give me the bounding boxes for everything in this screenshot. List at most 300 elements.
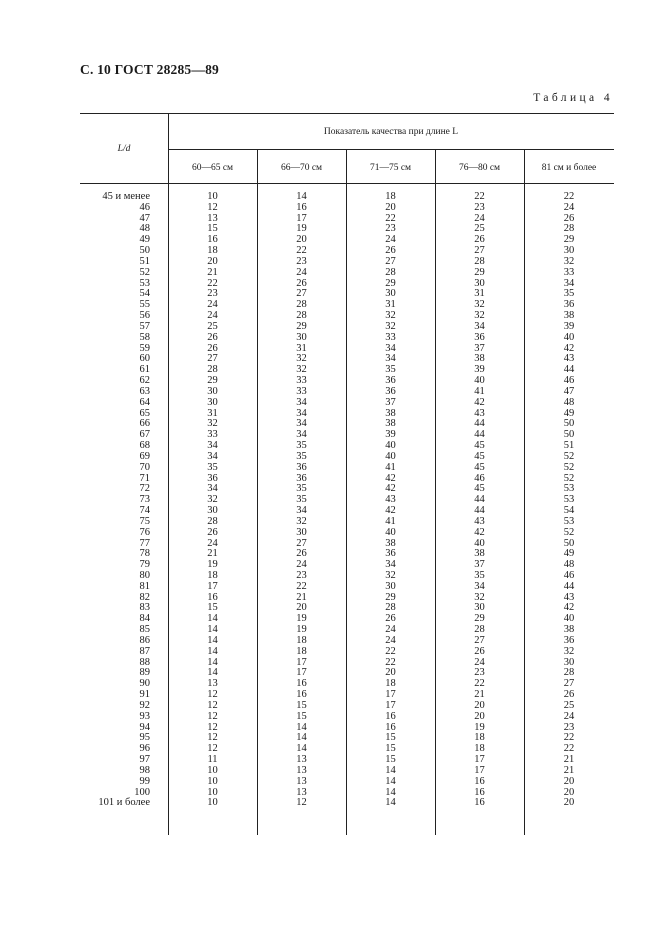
table-cell: 18 [207,245,218,257]
table-cell: 12 [207,710,218,722]
table-cell: 42 [385,483,396,495]
table-cell: 32 [296,515,307,527]
table-cell: 54 [563,505,575,517]
table-cell: 29 [563,234,575,246]
table-cell: 43 [563,591,575,603]
group-header: Показатель качества при длине L [323,127,459,137]
table-cell: 31 [385,299,396,311]
table-cell: 21 [563,764,575,776]
table-cell: 38 [385,418,396,430]
table-cell: 14 [207,645,218,657]
table-cell: 52 [563,461,575,473]
table-cell: 45 [474,483,485,495]
table-cell: 26 [563,689,575,701]
row-label-cell: 90 [139,678,150,690]
table-cell: 14 [385,775,396,787]
table-cell: 12 [207,699,218,711]
column-ld-values [80,192,150,809]
table-cell: 44 [474,505,485,517]
table-cell: 46 [474,472,485,484]
row-label-cell: 65 [139,407,150,419]
table-cell: 26 [207,331,218,343]
row-label-cell: 57 [139,320,150,332]
table-cell: 25 [207,320,218,332]
table-cell: 17 [474,764,485,776]
table-cell: 22 [563,743,575,755]
row-label-cell: 70 [139,461,150,473]
row-label-cell: 100 [134,786,150,798]
table-cell: 30 [207,505,218,517]
table-cell: 45 [474,461,485,473]
table-cell: 35 [296,440,307,452]
table-cell: 14 [207,634,218,646]
table-cell: 38 [474,353,485,365]
table-cell: 23 [385,223,396,235]
table-cell: 26 [207,342,218,354]
table-cell: 22 [385,656,396,668]
table-cell: 20 [474,699,485,711]
table-cell: 23 [296,569,307,581]
table-cell: 31 [207,407,218,419]
table-cell: 24 [385,634,396,646]
table-cell: 35 [296,483,307,495]
column-71-75-values [346,192,435,809]
row-label-cell: 45 и менее [102,191,150,202]
table-cell: 28 [296,310,307,322]
table-cell: 32 [296,364,307,376]
table-cell: 17 [296,667,307,679]
table-cell: 14 [207,613,218,625]
row-label-cell: 77 [139,537,150,549]
header-bottom-rule [80,183,614,184]
table-cell: 14 [207,656,218,668]
table-cell: 30 [474,602,485,614]
table-cell: 24 [385,624,396,636]
table-cell: 24 [207,537,218,549]
table-cell: 21 [296,591,307,603]
table-cell: 22 [563,191,575,202]
table-cell: 43 [474,407,485,419]
table-cell: 40 [385,526,396,538]
table-cell: 15 [385,732,396,744]
table-cell: 29 [385,277,396,289]
table-cell: 52 [563,450,575,462]
table-cell: 32 [385,569,396,581]
table-cell: 20 [563,797,575,809]
table-cell: 17 [207,580,218,592]
row-label-cell: 75 [139,515,150,527]
table-cell: 39 [474,364,485,376]
table-cell: 24 [563,710,575,722]
table-cell: 16 [207,591,218,603]
table-cell: 34 [385,353,396,365]
table-cell: 23 [474,667,485,679]
table-cell: 30 [385,580,396,592]
table-cell: 40 [474,537,485,549]
table-cell: 36 [207,472,218,484]
table-cell: 44 [474,429,485,441]
row-label-cell: 51 [139,255,150,267]
table-cell: 28 [563,223,575,235]
page-header: С. 10 ГОСТ 28285—89 [80,62,219,77]
table-cell: 19 [296,223,307,235]
table-cell: 34 [296,429,307,441]
row-label-cell: 55 [139,299,150,311]
header-mid-rule [168,149,614,150]
table-cell: 26 [385,245,396,257]
table-cell: 24 [385,234,396,246]
table-cell: 28 [385,602,396,614]
table-cell: 10 [207,775,218,787]
table-cell: 30 [563,656,575,668]
table-cell: 34 [296,418,307,430]
table-cell: 22 [296,580,307,592]
table-cell: 22 [474,678,485,690]
table-cell: 20 [563,775,575,787]
table-cell: 32 [563,645,575,657]
table-label: Таблица 4 [533,92,613,104]
row-label-cell: 73 [139,494,150,506]
table-cell: 35 [296,494,307,506]
column-header: 81 см и более [541,163,597,173]
table-cell: 27 [296,537,307,549]
table-cell: 40 [474,375,485,387]
table-cell: 30 [296,331,307,343]
table-cell: 18 [296,645,307,657]
table-cell: 12 [207,721,218,733]
row-label-cell: 89 [139,667,150,679]
table-cell: 15 [385,754,396,766]
table-cell: 36 [385,548,396,560]
table-cell: 10 [207,764,218,776]
table-cell: 14 [296,191,307,202]
row-label-cell: 54 [139,288,150,300]
table-cell: 17 [296,212,307,224]
table-cell: 36 [385,385,396,397]
row-label-cell: 78 [139,548,150,560]
table-cell: 24 [474,656,485,668]
row-header-ld: L/d [117,144,131,154]
table-cell: 39 [563,320,575,332]
table-cell: 20 [474,710,485,722]
row-label-cell: 87 [139,645,150,657]
table-cell: 28 [385,266,396,278]
row-label-cell: 88 [139,656,150,668]
table-cell: 28 [296,299,307,311]
table-cell: 15 [207,602,218,614]
table-cell: 30 [385,288,396,300]
row-label-cell: 79 [139,559,150,571]
table-cell: 26 [385,613,396,625]
table-cell: 38 [474,548,485,560]
table-cell: 22 [296,245,307,257]
table-cell: 15 [385,743,396,755]
table-cell: 50 [563,418,575,430]
row-label-cell: 81 [139,580,150,592]
table-cell: 30 [563,245,575,257]
table-cell: 34 [296,505,307,517]
table-cell: 13 [296,754,307,766]
table-cell: 23 [474,201,485,213]
table-cell: 13 [296,786,307,798]
table-cell: 34 [207,483,218,495]
table-cell: 26 [474,234,485,246]
table-cell: 44 [474,418,485,430]
table-cell: 27 [385,255,396,267]
table-cell: 23 [296,255,307,267]
table-cell: 27 [563,678,575,690]
table-cell: 33 [385,331,396,343]
table-cell: 25 [474,223,485,235]
table-cell: 19 [296,624,307,636]
table-cell: 32 [474,299,485,311]
table-cell: 27 [207,353,218,365]
column-header: 60—65 см [191,163,234,173]
table-cell: 37 [385,396,396,408]
table-cell: 32 [474,591,485,603]
table-cell: 33 [563,266,575,278]
table-cell: 39 [385,429,396,441]
table-cell: 28 [207,515,218,527]
table-cell: 13 [296,775,307,787]
row-label-cell: 71 [139,472,150,484]
table-cell: 36 [563,634,575,646]
table-cell: 41 [474,385,485,397]
table-cell: 41 [385,461,396,473]
table-cell: 32 [563,255,575,267]
table-cell: 22 [207,277,218,289]
table-cell: 46 [563,569,575,581]
table-cell: 45 [474,450,485,462]
table-cell: 49 [563,407,575,419]
table-cell: 14 [207,624,218,636]
row-label-cell: 63 [139,385,150,397]
table-cell: 22 [563,732,575,744]
table-cell: 20 [385,201,396,213]
table-cell: 12 [296,797,307,809]
table-cell: 42 [563,602,575,614]
row-label-cell: 68 [139,440,150,452]
table-cell: 17 [296,656,307,668]
table-cell: 33 [296,385,307,397]
table-cell: 32 [207,418,218,430]
row-label-cell: 46 [139,201,150,213]
table-cell: 29 [207,375,218,387]
table-cell: 24 [207,299,218,311]
table-cell: 29 [296,320,307,332]
row-label-cell: 92 [139,699,150,711]
table-cell: 27 [474,634,485,646]
table-cell: 35 [385,364,396,376]
table-cell: 42 [474,526,485,538]
table-cell: 21 [563,754,575,766]
table-cell: 53 [563,483,575,495]
table-cell: 18 [296,634,307,646]
table-cell: 23 [207,288,218,300]
table-cell: 44 [563,580,575,592]
table-cell: 38 [563,624,575,636]
table-cell: 28 [207,364,218,376]
table-cell: 29 [474,266,485,278]
column-66-70-values [257,192,346,809]
table-cell: 50 [563,537,575,549]
table-cell: 42 [385,505,396,517]
table-cell: 36 [296,461,307,473]
table-cell: 52 [563,526,575,538]
table-cell: 10 [207,797,218,809]
table-cell: 10 [207,786,218,798]
table-cell: 43 [385,494,396,506]
table-cell: 19 [296,613,307,625]
table-cell: 13 [207,212,218,224]
table-cell: 16 [207,234,218,246]
table-cell: 24 [563,201,575,213]
table-cell: 34 [385,559,396,571]
table-cell: 37 [474,559,485,571]
table-cell: 16 [296,678,307,690]
table-cell: 38 [563,310,575,322]
table-cell: 34 [207,450,218,462]
table-cell: 34 [207,440,218,452]
table-cell: 52 [563,472,575,484]
table-cell: 14 [296,721,307,733]
table-cell: 14 [385,797,396,809]
row-label-cell: 86 [139,634,150,646]
table-cell: 53 [563,515,575,527]
row-label-cell: 50 [139,245,150,257]
table-cell: 33 [207,429,218,441]
table-cell: 26 [296,277,307,289]
row-label-cell: 53 [139,277,150,289]
table-cell: 32 [207,494,218,506]
table-cell: 45 [474,440,485,452]
table-cell: 14 [296,732,307,744]
table-cell: 21 [207,266,218,278]
row-label-cell: 66 [139,418,150,430]
table-cell: 17 [474,754,485,766]
column-header: 66—70 см [280,163,323,173]
table-cell: 31 [474,288,485,300]
table-top-rule [80,113,614,114]
table-cell: 14 [385,764,396,776]
table-cell: 15 [207,223,218,235]
table-cell: 35 [296,450,307,462]
table-cell: 30 [296,526,307,538]
table-cell: 28 [474,624,485,636]
table-cell: 42 [385,472,396,484]
row-label-cell: 95 [139,732,150,744]
table-cell: 36 [385,375,396,387]
row-label-cell: 93 [139,710,150,722]
table-cell: 42 [563,342,575,354]
row-label-cell: 99 [139,775,150,787]
table-cell: 12 [207,689,218,701]
table-cell: 30 [207,396,218,408]
table-cell: 20 [207,255,218,267]
table-cell: 13 [207,678,218,690]
table-cell: 31 [296,342,307,354]
row-label-cell: 83 [139,602,150,614]
table-cell: 20 [563,786,575,798]
column-header: 71—75 см [369,163,412,173]
table-cell: 32 [385,310,396,322]
row-label-cell: 101 и более [98,797,150,809]
table-cell: 34 [296,407,307,419]
row-label-cell: 61 [139,364,150,376]
table-cell: 41 [385,515,396,527]
table-cell: 44 [563,364,575,376]
table-cell: 20 [385,667,396,679]
table-cell: 24 [296,559,307,571]
row-label-cell: 52 [139,266,150,278]
table-cell: 17 [385,699,396,711]
table-cell: 53 [563,494,575,506]
table-cell: 26 [296,548,307,560]
table-cell: 14 [207,667,218,679]
table-cell: 40 [385,450,396,462]
table-cell: 18 [474,743,485,755]
table-cell: 47 [563,385,575,397]
table-cell: 44 [474,494,485,506]
row-label-cell: 84 [139,613,150,625]
table-cell: 30 [207,385,218,397]
table-cell: 17 [385,689,396,701]
row-label-cell: 76 [139,526,150,538]
table-cell: 48 [563,559,575,571]
table-cell: 27 [296,288,307,300]
table-cell: 16 [385,710,396,722]
table-cell: 15 [296,710,307,722]
row-label-cell: 69 [139,450,150,462]
table-cell: 24 [474,212,485,224]
table-cell: 12 [207,201,218,213]
table-cell: 18 [474,732,485,744]
table-cell: 18 [207,569,218,581]
table-cell: 34 [296,396,307,408]
table-cell: 13 [296,764,307,776]
table-cell: 51 [563,440,575,452]
table-cell: 28 [563,667,575,679]
row-label-cell: 59 [139,342,150,354]
table-cell: 24 [207,310,218,322]
table-cell: 32 [474,310,485,322]
table-cell: 16 [474,775,485,787]
table-cell: 21 [474,689,485,701]
table-cell: 36 [474,331,485,343]
table-cell: 14 [385,786,396,798]
table-cell: 36 [296,472,307,484]
table-cell: 20 [296,234,307,246]
table-cell: 32 [385,320,396,332]
table-cell: 36 [563,299,575,311]
table-cell: 40 [563,613,575,625]
row-label-cell: 60 [139,353,150,365]
table-cell: 27 [474,245,485,257]
table-cell: 21 [207,548,218,560]
row-label-cell: 62 [139,375,150,387]
table-cell: 40 [563,331,575,343]
table-cell: 16 [296,201,307,213]
table-cell: 43 [474,515,485,527]
table-cell: 48 [563,396,575,408]
row-label-cell: 80 [139,569,150,581]
table-cell: 16 [296,689,307,701]
table-cell: 26 [563,212,575,224]
column-60-65-values [168,192,257,809]
table-cell: 40 [385,440,396,452]
table-cell: 16 [385,721,396,733]
table-cell: 25 [563,699,575,711]
